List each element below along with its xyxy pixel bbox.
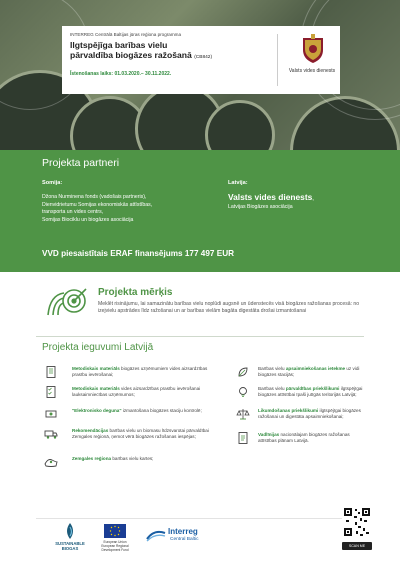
latvia-main-partner: Valsts vides dienests,	[228, 192, 314, 202]
benefit-item: Metodiskais materiāls biogāzes uzņēmumiem vides aizsardzības prasību ievērošanai;	[72, 366, 208, 378]
partners-title: Projekta partneri	[42, 157, 120, 169]
project-title: Ilgtspējīga barības vielu pārvaldība biogāzes ražošanā (CB842)	[70, 40, 213, 60]
scales-icon	[236, 408, 250, 420]
finland-partners: Džona Nurminena fonds (vadošais partneris), Dienvidrietumu Somijas ekonomiskās attīstības, transporta un vides centrs, Somijas Biociklu un biogāzes asociācija	[42, 194, 153, 223]
latvia-label: Latvija:	[228, 180, 248, 186]
divider	[36, 336, 364, 337]
title-card	[62, 26, 340, 94]
aim-title: Projekta mērķis	[98, 287, 173, 298]
latvia-crest-icon	[300, 34, 326, 64]
fingerprint-target-icon	[44, 285, 88, 321]
benefit-item: Vadlīnijas nacionālajam biogāzes ražošanas attīstības plānam Latvijā.	[258, 432, 350, 444]
interreg-swoosh-icon	[146, 529, 166, 543]
checklist-icon	[44, 386, 58, 398]
qr-code-icon[interactable]	[342, 506, 372, 540]
partners-section	[0, 150, 400, 272]
project-code: (CB842)	[194, 55, 213, 60]
aim-text: Meklēt risinājumu, lai samazinātu barības vielu noplūdi augsnē un ūdenstecēs visā biogāzes ražošanas procesā: no izejvielu apstrādes līdz ražošanai un ar barības vielām bagāta digestāta drošai izmantošanai	[98, 301, 360, 315]
benefit-item: "Elektronisko deguna" izmantošana biogāzes staciju kontrolē;	[72, 408, 202, 413]
benefit-item: Zemgales reģiona barības vielu kartes;	[72, 456, 154, 461]
eu-label: European Union European Regional Development Fund	[101, 540, 129, 552]
sustainable-biogas-logo: SUSTAINABLE BIOGAS	[52, 522, 88, 552]
benefit-item: Metodiskais materiāls vides aizsardzības prasību ievērošanai lauksaimniecības uzņēmumos;	[72, 386, 201, 398]
divider	[277, 34, 278, 86]
org-name: Valsts vides dienests	[288, 68, 336, 74]
benefit-item: Barības vielu pārvaldības priekšlikumi ilgtspējīgai biogāzes attīstībai īpaši jutīgās teritorijās Latvijā;	[258, 386, 363, 398]
latvia-partner-2: Latvijas Biogāzes asociācija	[228, 204, 293, 210]
leaf-icon	[236, 366, 250, 378]
eu-flag-icon	[104, 524, 126, 538]
guide-icon	[236, 432, 250, 444]
truck-icon	[44, 428, 58, 440]
scan-me-label: SCAN ME	[342, 542, 372, 550]
project-dates: Īstenošanas laiks: 01.03.2020.– 30.11.2022.	[70, 71, 172, 77]
bulb-icon	[236, 386, 250, 398]
program-label: INTERREG Centrālā Baltijas jūras reģiona programma	[70, 32, 182, 37]
map-icon	[44, 456, 58, 468]
hero-image	[0, 0, 400, 150]
divider	[36, 518, 364, 519]
benefit-item: Rekomendācijas barības vielu un biomasu līdzsvarotai pārvaldībai Zemgales reģionā, ņemot vērā biogāzes ražošanas iespējas;	[72, 428, 209, 440]
interreg-logo: Interreg Central Baltic	[146, 527, 216, 547]
biogas-drop-icon	[52, 522, 88, 540]
benefits-title: Projekta ieguvumi Latvijā	[42, 342, 154, 353]
benefit-item: Likumdošanas priekšlikumi ilgtspējīgai biogāzes ražošanai un digestāta apsaimniekošanai;	[258, 408, 361, 420]
finland-label: Somija:	[42, 180, 63, 186]
funding-text: VVD piesaistītais ERAF finansējums 177 497 EUR	[42, 249, 235, 258]
sensor-icon	[44, 408, 58, 420]
document-icon	[44, 366, 58, 378]
benefit-item: Barības vielu apsaimniekošanas ietekme uz vidi biogāzes stacijās;	[258, 366, 360, 378]
